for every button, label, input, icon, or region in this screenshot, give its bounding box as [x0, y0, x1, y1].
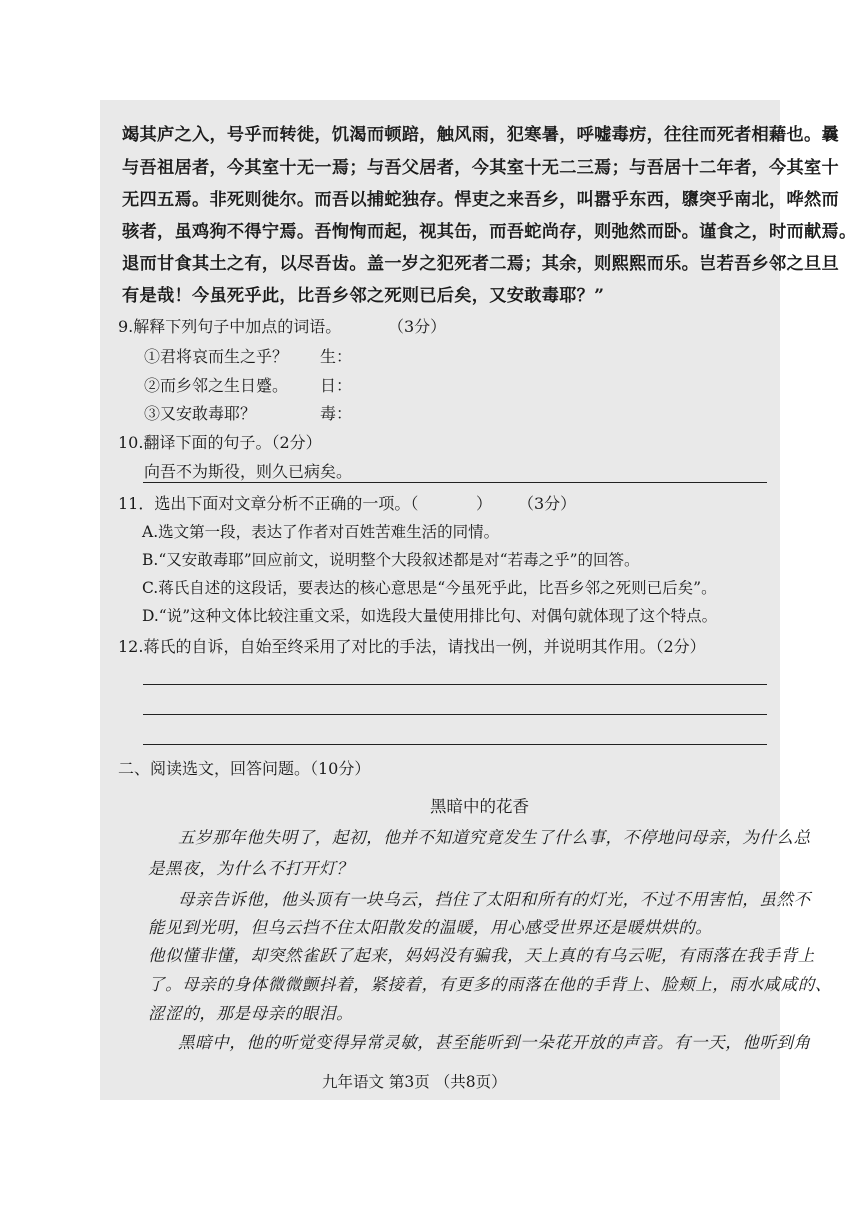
answer-line — [143, 714, 767, 715]
passage-line: 有是哉！今虽死乎此，比吾乡邻之死则已后矣，又安敢毒耶？” — [122, 286, 605, 306]
option-c: C.蒋氏自述的这段话，要表达的核心意思是“今虽死乎此，比吾乡邻之死则已后矣”。 — [142, 579, 717, 597]
question-9-item: ②而乡邻之生日蹙。 — [144, 376, 289, 395]
question-12-stem: 12.蒋氏的自诉，自始至终采用了对比的手法，请找出一例，并说明其作用。（2分） — [118, 637, 706, 656]
question-11-score: （3分） — [518, 494, 577, 513]
page-footer: 九年语文 第3页 （共8页） — [322, 1073, 507, 1091]
passage-line: 竭其庐之入，号乎而转徙，饥渴而顿踣，触风雨，犯寒暑，呼嘘毒疠，往往而死者相藉也。曩 — [122, 125, 839, 145]
article-line: 母亲告诉他，他头顶有一块乌云，挡住了太阳和所有的灯光，不过不用害怕，虽然不 — [178, 890, 811, 909]
answer-line — [143, 482, 767, 483]
answer-line — [143, 744, 767, 745]
answer-line — [143, 684, 767, 685]
article-line: 他似懂非懂，却突然雀跃了起来，妈妈没有骗我，天上真的有乌云呢，有雨落在我手背上 — [148, 946, 815, 965]
question-10-stem: 10.翻译下面的句子。（2分） — [118, 433, 322, 452]
question-11-paren: ） — [476, 494, 493, 513]
passage-line: 与吾祖居者，今其室十无一焉；与吾父居者，今其室十无二三焉；与吾居十二年者，今其室十 — [122, 158, 839, 178]
option-d: D.“说”这种文体比较注重文采，如选段大量使用排比句、对偶句就体现了这个特点。 — [142, 607, 718, 625]
article-line: 了。母亲的身体微微颤抖着，紧接着，有更多的雨落在他的手背上、脸颊上，雨水咸咸的、 — [148, 975, 832, 994]
question-11-stem: 11．选出下面对文章分析不正确的一项。（ — [118, 494, 419, 513]
question-9-answer-label: 生： — [320, 347, 353, 366]
option-a: A.选文第一段，表达了作者对百姓苦难生活的同情。 — [142, 523, 500, 541]
article-line: 能见到光明，但乌云挡不住太阳散发的温暖，用心感受世界还是暖烘烘的。 — [148, 918, 713, 937]
question-9-item: ①君将哀而生之乎？ — [144, 347, 289, 366]
question-9-answer-label: 日： — [320, 376, 353, 395]
passage-line: 无四五焉。非死则徙尔。而吾以捕蛇独存。悍吏之来吾乡，叫嚣乎东西，隳突乎南北，哗然而 — [122, 190, 839, 210]
question-9-item: ③又安敢毒耶？ — [144, 404, 257, 423]
article-line: 黑暗中，他的听觉变得异常灵敏，甚至能听到一朵花开放的声音。有一天，他听到角 — [178, 1033, 811, 1052]
article-line: 五岁那年他失明了，起初，他并不知道究竟发生了什么事，不停地问母亲，为什么总 — [178, 828, 811, 847]
passage-line: 退而甘食其土之有，以尽吾齿。盖一岁之犯死者二焉；其余，则熙熙而乐。岂若吾乡邻之旦旦 — [122, 254, 839, 274]
section-2-heading: 二、阅读选文，回答问题。（10分） — [118, 759, 371, 778]
question-10-sentence: 向吾不为斯役，则久已病矣。 — [144, 462, 353, 481]
article-line: 是黑夜，为什么不打开灯？ — [148, 859, 354, 878]
passage-line: 骇者，虽鸡狗不得宁焉。吾恂恂而起，视其缶，而吾蛇尚存，则弛然而卧。谨食之，时而献焉。 — [122, 222, 857, 242]
question-9-answer-label: 毒： — [320, 404, 353, 423]
question-9-stem: 9.解释下列句子中加点的词语。 — [118, 317, 342, 336]
option-b: B.“又安敢毒耶”回应前文，说明整个大段叙述都是对“若毒之乎”的回答。 — [142, 551, 640, 569]
question-9-score: （3分） — [388, 317, 447, 336]
article-line: 涩涩的，那是母亲的眼泪。 — [148, 1004, 354, 1023]
article-title: 黑暗中的花香 — [430, 797, 529, 816]
